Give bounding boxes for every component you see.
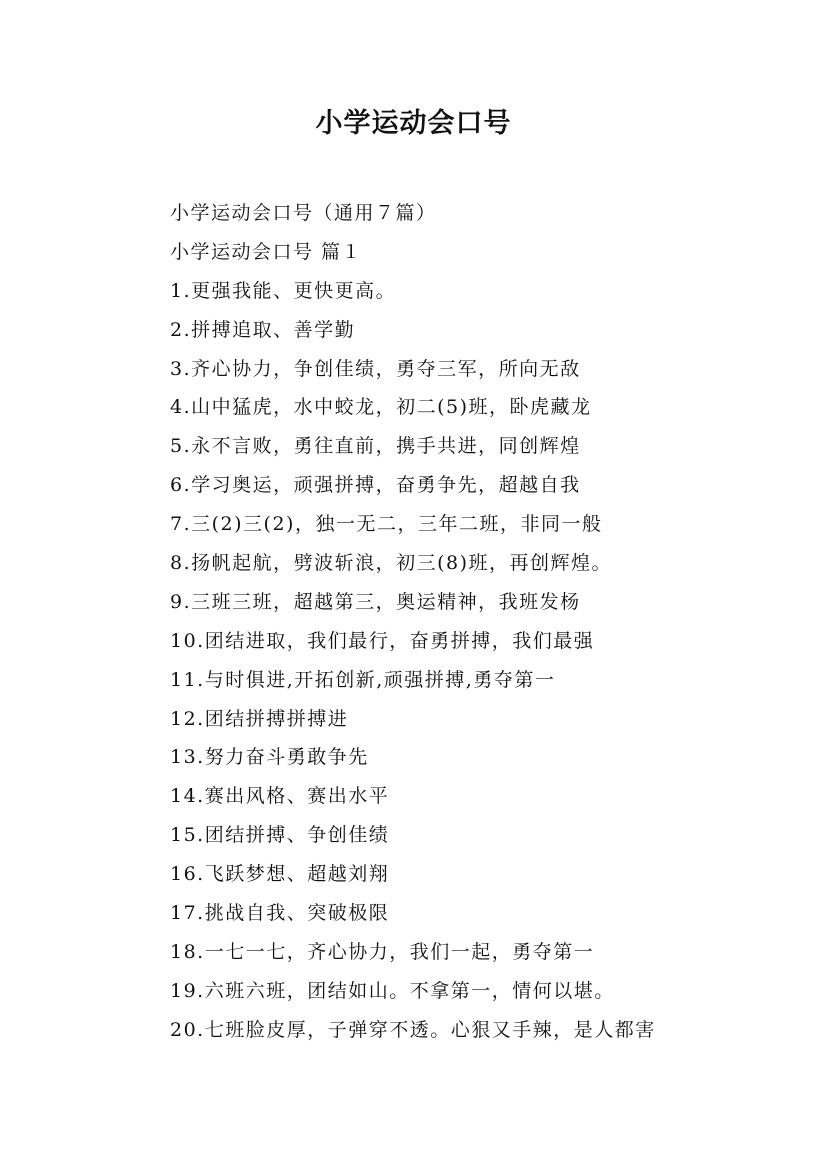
list-item: 10.团结进取，我们最行，奋勇拼搏，我们最强 <box>170 629 595 652</box>
list-item: 19.六班六班，团结如山。不拿第一，情何以堪。 <box>170 979 615 1002</box>
list-item: 18.一七一七，齐心协力，我们一起，勇夺第一 <box>170 940 595 963</box>
list-item: 4.山中猛虎，水中蛟龙，初二(5)班，卧虎藏龙 <box>170 396 592 419</box>
subtitle-line: 小学运动会口号（通用７篇） <box>170 202 437 224</box>
list-item: 20.七班脸皮厚，子弹穿不透。心狠又手辣，是人都害 <box>170 1018 656 1041</box>
list-item: 14.赛出风格、赛出水平 <box>170 785 390 808</box>
list-item: 1.更强我能、更快更高。 <box>170 279 397 302</box>
list-item: 9.三班三班，超越第三，奥运精神，我班发杨 <box>170 590 581 613</box>
list-item: 7.三(2)三(2)，独一无二，三年二班，非同一般 <box>170 513 603 536</box>
list-item: 17.挑战自我、突破极限 <box>170 902 390 925</box>
list-item: 2.拼搏追取、善学勤 <box>170 318 356 341</box>
section-heading: 小学运动会口号 篇１ <box>170 240 363 263</box>
list-item: 5.永不言败，勇往直前，携手共进，同创辉煌 <box>170 435 581 458</box>
list-item: 6.学习奥运，顽强拼搏，奋勇争先，超越自我 <box>170 474 581 497</box>
list-item: 15.团结拼搏、争创佳绩 <box>170 824 390 847</box>
list-item: 8.扬帆起航，劈波斩浪，初三(8)班，再创辉煌。 <box>170 552 613 575</box>
page-title: 小学运动会口号 <box>315 108 512 139</box>
list-item: 12.团结拼搏拼搏进 <box>170 707 349 730</box>
list-item: 3.齐心协力，争创佳绩，勇夺三军，所向无敌 <box>170 357 581 380</box>
list-item: 13.努力奋斗勇敢争先 <box>170 746 369 769</box>
list-item: 11.与时俱进,开拓创新,顽强拼搏,勇夺第一 <box>170 668 556 691</box>
slogan-list <box>170 194 770 1050</box>
list-item: 16.飞跃梦想、超越刘翔 <box>170 863 390 886</box>
